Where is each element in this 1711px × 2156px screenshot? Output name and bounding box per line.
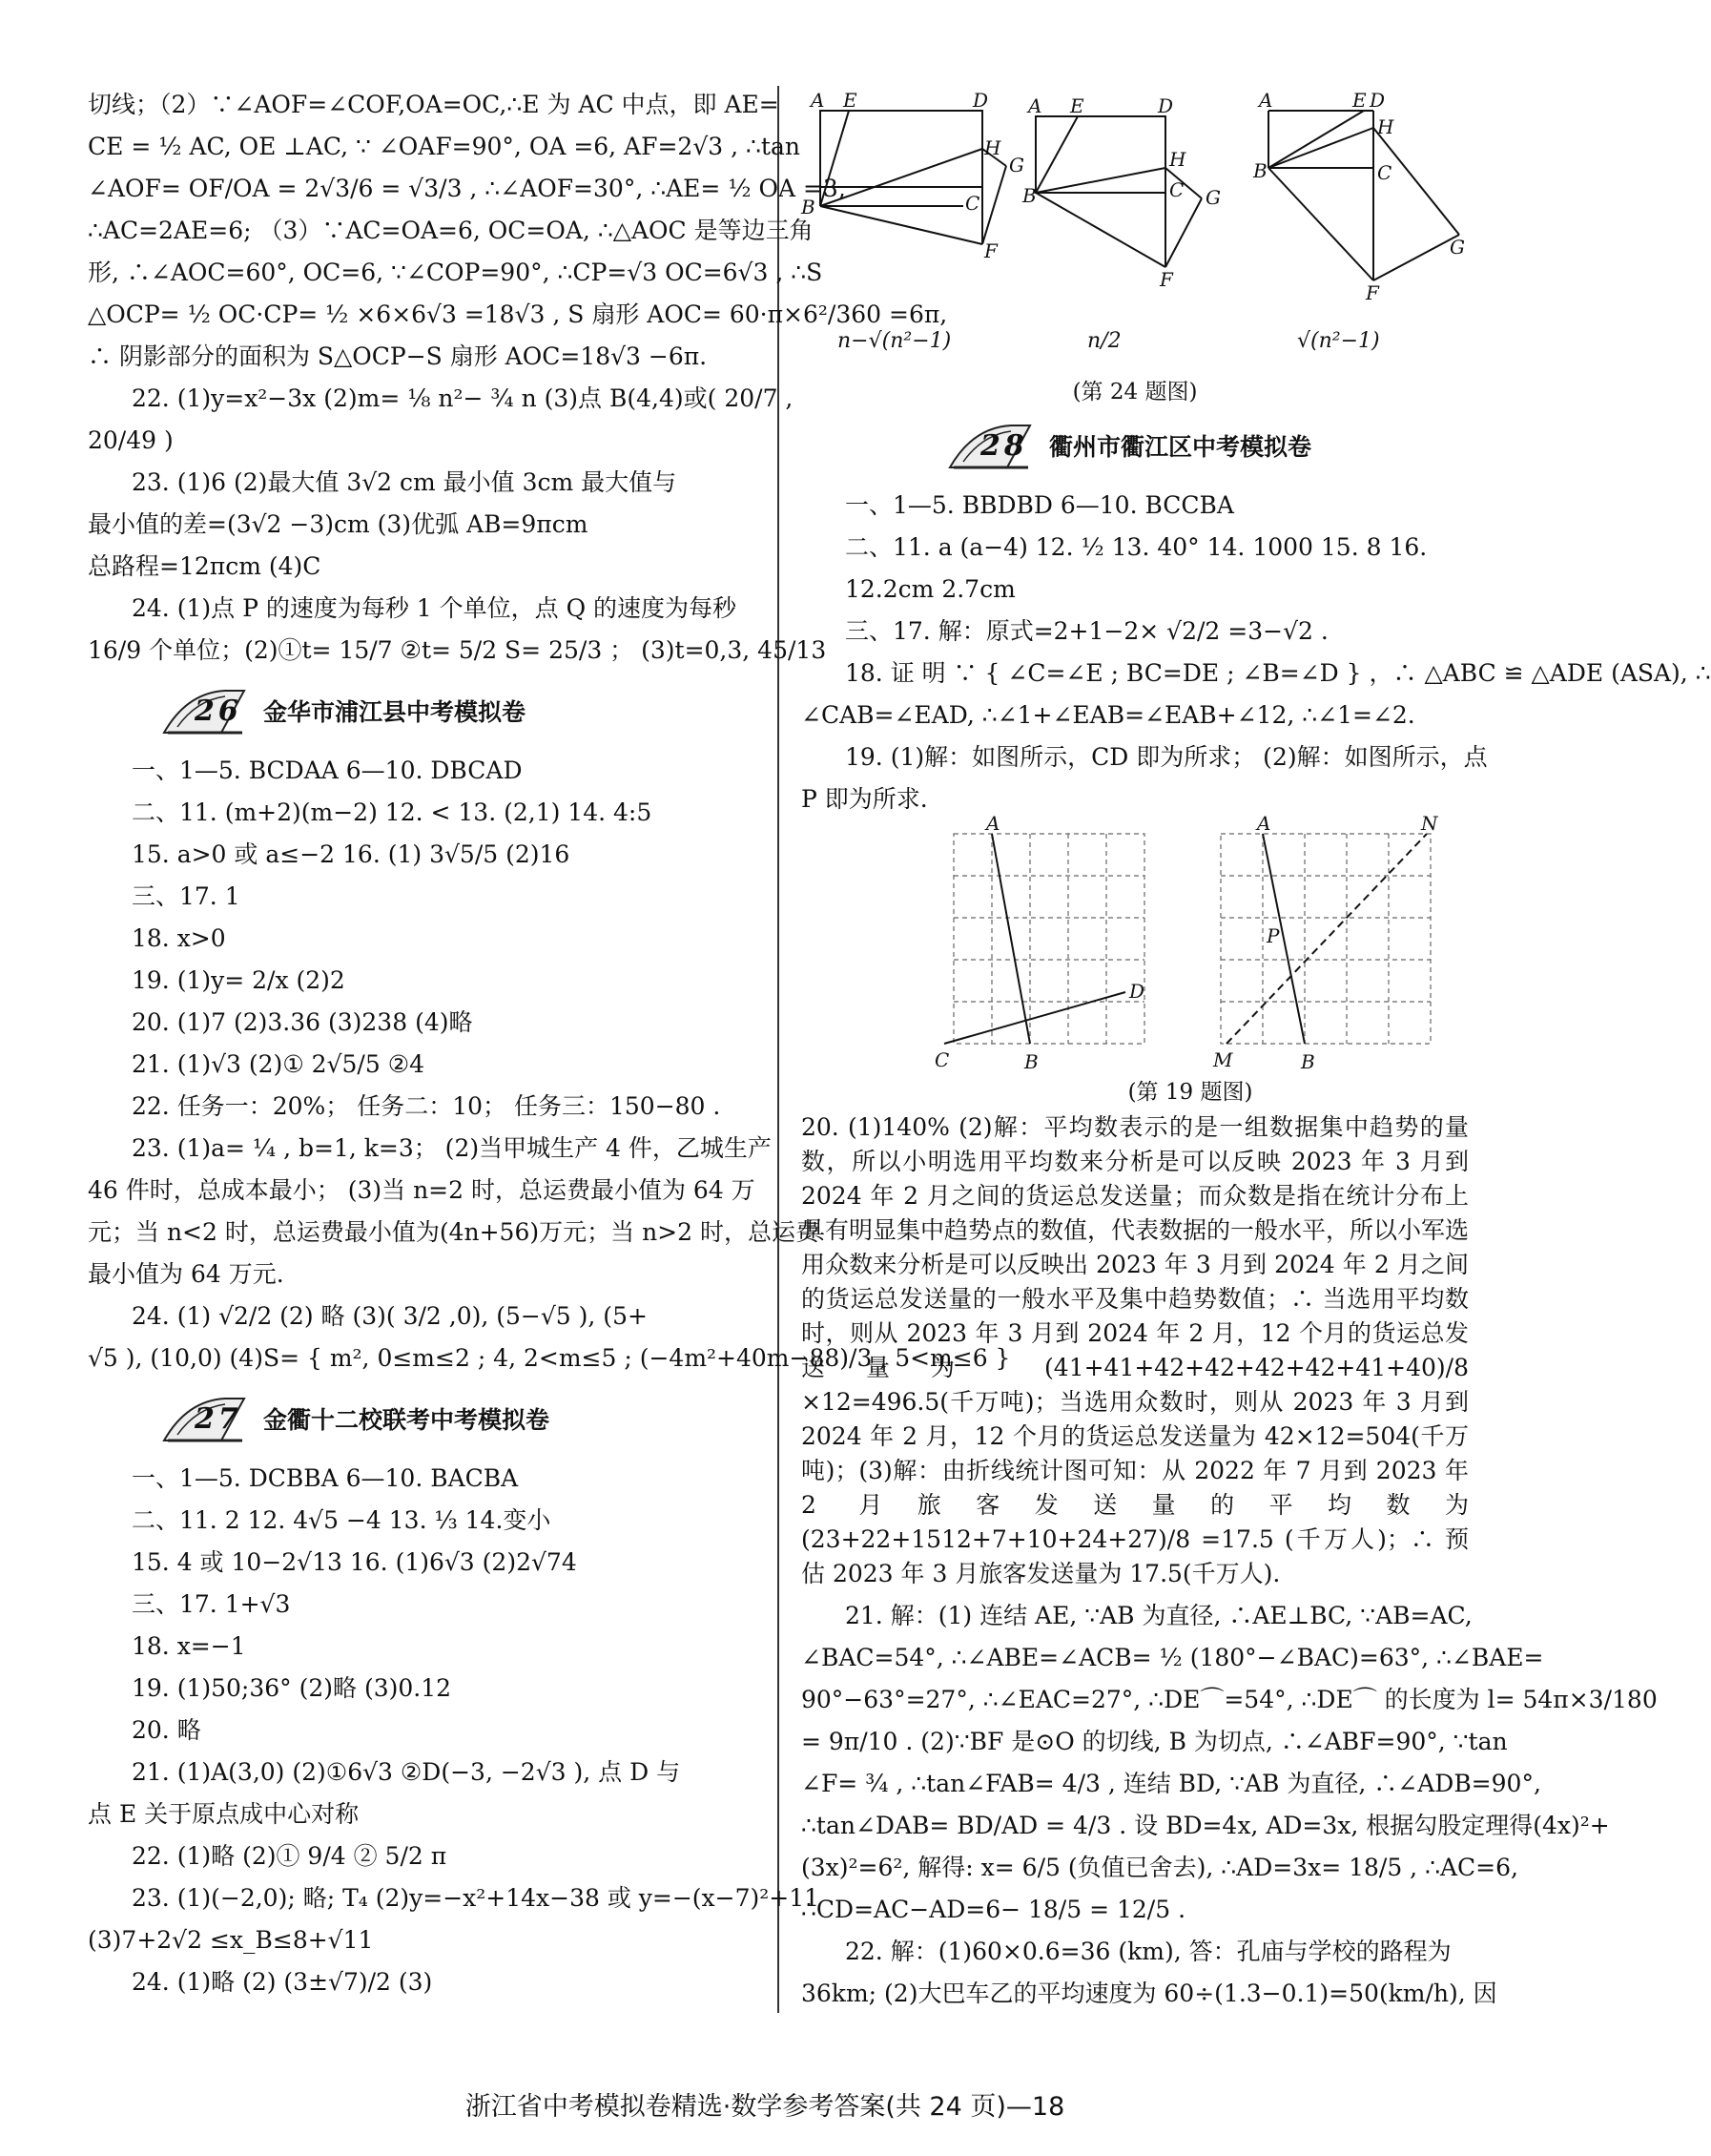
fig19-label: A	[986, 812, 1000, 835]
answer-line: (3x)²=6², 解得: x= 6/5 (负值已舍去), ∴AD=3x= 18/5 , ∴AC=6,	[801, 1854, 1518, 1881]
section-header-26	[88, 681, 755, 744]
answer-line: 15. a>0 或 a≤−2 16. (1) 3√5/5 (2)16	[132, 840, 570, 868]
answer-line: ∴CD=AC−AD=6− 18/5 = 12/5 .	[801, 1896, 1186, 1923]
answer-line: 18. 证 明 ∵ { ∠C=∠E ; BC=DE ; ∠B=∠D } ，∴ △ABC ≌ △ADE (ASA), ∴	[845, 659, 1711, 687]
answer-line: 21. (1)√3 (2)① 2√5/5 ②4	[132, 1050, 425, 1078]
fig24-label: A	[1259, 89, 1273, 112]
answer-line: 23. (1)(−2,0); 略; T₄ (2)y=−x²+14x−38 或 y=−(x−7)²+11	[132, 1884, 820, 1912]
fig24-label: H	[1169, 148, 1186, 171]
answer-line: ∴ 阴影部分的面积为 S△OCP−S 扇形 AOC=18√3 −6π.	[88, 342, 708, 370]
answer-line: 18. x>0	[132, 924, 226, 952]
answer-line: 一、1—5. BBDBD 6—10. BCCBA	[845, 491, 1234, 519]
answer-line: 24. (1)点 P 的速度为每秒 1 个单位，点 Q 的速度为每秒	[132, 594, 737, 622]
answer-line: 22. 任务一：20%； 任务二：10； 任务三：150−80 .	[132, 1092, 721, 1120]
answer-line: 一、1—5. DCBBA 6—10. BACBA	[132, 1464, 519, 1492]
answer-line: = 9π/10 . (2)∵BF 是⊙O 的切线, B 为切点, ∴∠ABF=90°, ∵tan	[801, 1728, 1508, 1755]
fig24-label: E	[1352, 89, 1367, 112]
answer-line: △OCP= ½ OC·CP= ½ ×6×6√3 =18√3 , S 扇形 AOC= 60·π×6²/360 =6π,	[88, 301, 948, 328]
section-number: 26	[195, 694, 242, 728]
answer-line: 20/49 )	[88, 426, 174, 454]
fig24-label: G	[1206, 186, 1221, 209]
answer-line: CE = ½ AC, OE ⊥AC, ∵ ∠OAF=90°, OA =6, AF=2√3 , ∴tan	[88, 133, 800, 160]
answer-line: 16/9 个单位；(2)①t= 15/7 ②t= 5/2 S= 25/3 ； (3)t=0,3, 45/13	[88, 636, 827, 664]
answers-28-part-b	[801, 1595, 1658, 2015]
answer-line: 24. (1)略 (2) (3±√7)/2 (3)	[132, 1968, 433, 1996]
fig24-label: C	[1169, 178, 1185, 201]
answer-line: 二、11. (m+2)(m−2) 12. < 13. (2,1) 14. 4:5	[132, 798, 652, 826]
fig24-label: G	[1450, 236, 1465, 259]
fig24-expr: √(n²−1)	[1297, 329, 1380, 353]
answer-line: 22. 解：(1)60×0.6=36 (km), 答：孔庙与学校的路程为	[845, 1938, 1452, 1965]
fig24-expr: n−√(n²−1)	[837, 329, 952, 353]
fig24-label: D	[1370, 89, 1386, 112]
answer-line: 三、17. 1+√3	[132, 1590, 291, 1618]
fig24-label: B	[1022, 184, 1037, 207]
answer-line: ∴AC=2AE=6; （3）∵AC=OA=6, OC=OA, ∴△AOC 是等边三角	[88, 217, 814, 244]
answer-line: 三、17. 解：原式=2+1−2× √2/2 =3−√2 .	[845, 617, 1329, 645]
fig19-label: A	[1257, 812, 1271, 835]
fig19-label: P	[1267, 924, 1280, 947]
fig24-label: E	[843, 89, 857, 112]
answer-line: 元；当 n<2 时，总运费最小值为(4n+56)万元；当 n>2 时，总运费	[88, 1218, 819, 1246]
answer-line: (3)7+2√2 ≤x_B≤8+√11	[88, 1926, 374, 1954]
book-icon	[944, 420, 1036, 475]
answer-line: √5 ), (10,0) (4)S= { m², 0≤m≤2 ; 4, 2<m≤5 ; (−4m²+40m−88)/3 , 5<m≤6 }	[88, 1344, 1011, 1372]
answer-line: 19. (1)解：如图所示，CD 即为所求； (2)解：如图所示，点	[845, 743, 1488, 771]
answer-line: 36km; (2)大巴车乙的平均速度为 60÷(1.3−0.1)=50(km/h), 因	[801, 1980, 1497, 2007]
fig24-label: F	[1160, 268, 1173, 291]
section-number: 27	[195, 1402, 242, 1436]
answer-line: 三、17. 1	[132, 882, 240, 910]
fig24-label: C	[965, 192, 980, 215]
section-header-28	[801, 416, 1469, 479]
answer-line: 23. (1)a= ¼ , b=1, k=3； (2)当甲城生产 4 件，乙城生产	[132, 1134, 772, 1162]
answer-line: 最小值的差=(3√2 −3)cm (3)优弧 AB=9πcm	[88, 510, 588, 538]
answer-line: 15. 4 或 10−2√13 16. (1)6√3 (2)2√74	[132, 1548, 577, 1576]
fig19-label: C	[935, 1048, 950, 1071]
answer-line: 22. (1)y=x²−3x (2)m= ⅛ n²− ¾ n (3)点 B(4,4)或( 20/7 ,	[132, 384, 794, 412]
answers-27	[88, 1458, 820, 2003]
answer-line: 总路程=12πcm (4)C	[88, 552, 321, 580]
answer-line: ∠AOF= OF/OA = 2√3/6 = √3/3 , ∴∠AOF=30°, ∴AE= ½ OA =3,	[88, 175, 846, 202]
fig24-label: G	[1009, 154, 1024, 176]
fig24-label: A	[1028, 94, 1042, 117]
answer-20: 20. (1)140% (2)解：平均数表示的是一组数据集中趋势的量数，所以小明选用平均数来分析是可以反映 2023 年 3 月到 2024 年 2 月之间的货运总发送量；而众数是指在统计分布上具有明显集中趋势点的数值，代表数据的一般水平，所以小军选用众数来分析是可以反映出 2023 年 3 月到 2024 年 2 月之间的货运总发送量的一般水平及集中趋势数值；∴ 当选用平均数时，则从 2023 年 3 月到 2024 年 2 月，12 个月的货运总发送量为 (41+41+42+42+42+42+41+40)/8 ×12=496.5(千万吨)；当选用众数时，则从 2023 年 3 月到 2024 年 2 月，12 个月的货运总发送量为 42×12=504(千万吨)；(3)解：由折线统计图可知：从 2022 年 7 月到 2023 年 2 月旅客发送量的平均数为 (23+22+1512+7+10+24+27)/8 =17.5 (千万人)；∴ 预估 2023 年 3 月旅客发送量为 17.5(千万人).	[801, 1113, 1470, 1587]
section-title: 衢州市衢江区中考模拟卷	[1049, 433, 1312, 461]
fig24-expr: n/2	[1087, 329, 1122, 353]
fig19-label: M	[1213, 1048, 1233, 1071]
answer-line: 18. x=−1	[132, 1632, 246, 1660]
section-number: 28	[980, 429, 1028, 463]
column-divider	[777, 86, 779, 2013]
fig24-label: H	[984, 136, 1001, 159]
answer-line: ∠F= ¾ , ∴tan∠FAB= 4/3 , 连结 BD, ∵AB 为直径, ∴∠ADB=90°,	[801, 1770, 1541, 1797]
answer-line: 19. (1)50;36° (2)略 (3)0.12	[132, 1674, 452, 1702]
fig19-label: B	[1024, 1050, 1039, 1073]
answer-line: 形, ∴∠AOC=60°, OC=6, ∵∠COP=90°, ∴CP=√3 OC=6√3 , ∴S	[88, 259, 823, 286]
figure-19-grids	[801, 812, 1469, 1107]
answer-line: 20. (1)7 (2)3.36 (3)238 (4)略	[132, 1008, 473, 1036]
fig24-label: D	[973, 89, 989, 112]
fig24-caption: (第 24 题图)	[1072, 380, 1198, 404]
answer-line: ∠BAC=54°, ∴∠ABE=∠ACB= ½ (180°−∠BAC)=63°, ∴∠BAE=	[801, 1644, 1544, 1671]
answer-line: 20. 略	[132, 1716, 201, 1744]
answer-line: 切线；（2）∵∠AOF=∠COF,OA=OC,∴E 为 AC 中点，即 AE=	[88, 91, 779, 118]
section-header-27	[88, 1389, 755, 1452]
answer-line: 24. (1) √2/2 (2) 略 (3)( 3/2 ,0), (5−√5 ), (5+	[132, 1302, 648, 1330]
answer-line: ∠CAB=∠EAD, ∴∠1+∠EAB=∠EAB+∠12, ∴∠1=∠2.	[801, 701, 1415, 729]
answer-line: 21. 解：(1) 连结 AE, ∵AB 为直径, ∴AE⊥BC, ∵AB=AC,	[845, 1602, 1473, 1629]
answer-line: 90°−63°=27°, ∴∠EAC=27°, ∴DE⌒=54°, ∴DE⌒ 的长度为 l= 54π×3/180	[801, 1686, 1658, 1713]
page-footer: 浙江省中考模拟卷精选·数学参考答案(共 24 页)—18	[464, 2092, 1065, 2122]
fig24-label: H	[1377, 115, 1394, 138]
answers-28-part-a	[801, 485, 1711, 820]
answer-line: 最小值为 64 万元.	[88, 1260, 284, 1288]
book-icon	[158, 685, 250, 740]
fig24-label: F	[1366, 281, 1379, 304]
answer-line: 一、1—5. BCDAA 6—10. DBCAD	[132, 757, 523, 784]
fig19-label: B	[1301, 1050, 1315, 1073]
section-title: 金华市浦江县中考模拟卷	[263, 698, 526, 726]
fig24-label: E	[1070, 94, 1084, 117]
fig24-label: D	[1158, 94, 1174, 117]
answer-line: 12.2cm 2.7cm	[845, 575, 1016, 603]
fig24-label: C	[1377, 161, 1392, 184]
answer-line: 46 件时，总成本最小； (3)当 n=2 时，总运费最小值为 64 万	[88, 1176, 755, 1204]
answer-line: 23. (1)6 (2)最大值 3√2 cm 最小值 3cm 最大值与	[132, 468, 677, 496]
answer-line: 二、11. 2 12. 4√5 −4 13. ⅓ 14.变小	[132, 1506, 551, 1534]
fig24-label: F	[984, 239, 998, 262]
fig24-label: B	[1253, 159, 1268, 182]
section-title: 金衢十二校联考中考模拟卷	[263, 1406, 550, 1434]
answer-line: 21. (1)A(3,0) (2)①6√3 ②D(−3, −2√3 ), 点 D 与	[132, 1758, 681, 1786]
answer-line: 19. (1)y= 2/x (2)2	[132, 966, 345, 994]
figure-24	[801, 89, 1469, 406]
fig19-label: N	[1421, 812, 1438, 835]
answer-line: 22. (1)略 (2)① 9/4 ② 5/2 π	[132, 1842, 447, 1870]
answer-line: ∴tan∠DAB= BD/AD = 4/3 . 设 BD=4x, AD=3x, 根据勾股定理得(4x)²+	[801, 1812, 1610, 1839]
right-column	[801, 89, 1711, 2015]
book-icon	[158, 1393, 250, 1448]
fig19-caption: (第 19 题图)	[1127, 1080, 1253, 1105]
figure-24-diagrams	[801, 89, 1469, 406]
answer-line: 点 E 关于原点成中心对称	[88, 1800, 360, 1828]
fig19-label: D	[1129, 980, 1145, 1003]
figure-19	[801, 812, 1469, 1107]
fig24-label: A	[811, 89, 825, 112]
fig24-label: B	[801, 196, 815, 218]
answer-line: P 即为所求.	[801, 785, 928, 813]
answer-line: 二、11. a (a−4) 12. ½ 13. 40° 14. 1000 15. 8 16.	[845, 533, 1428, 561]
